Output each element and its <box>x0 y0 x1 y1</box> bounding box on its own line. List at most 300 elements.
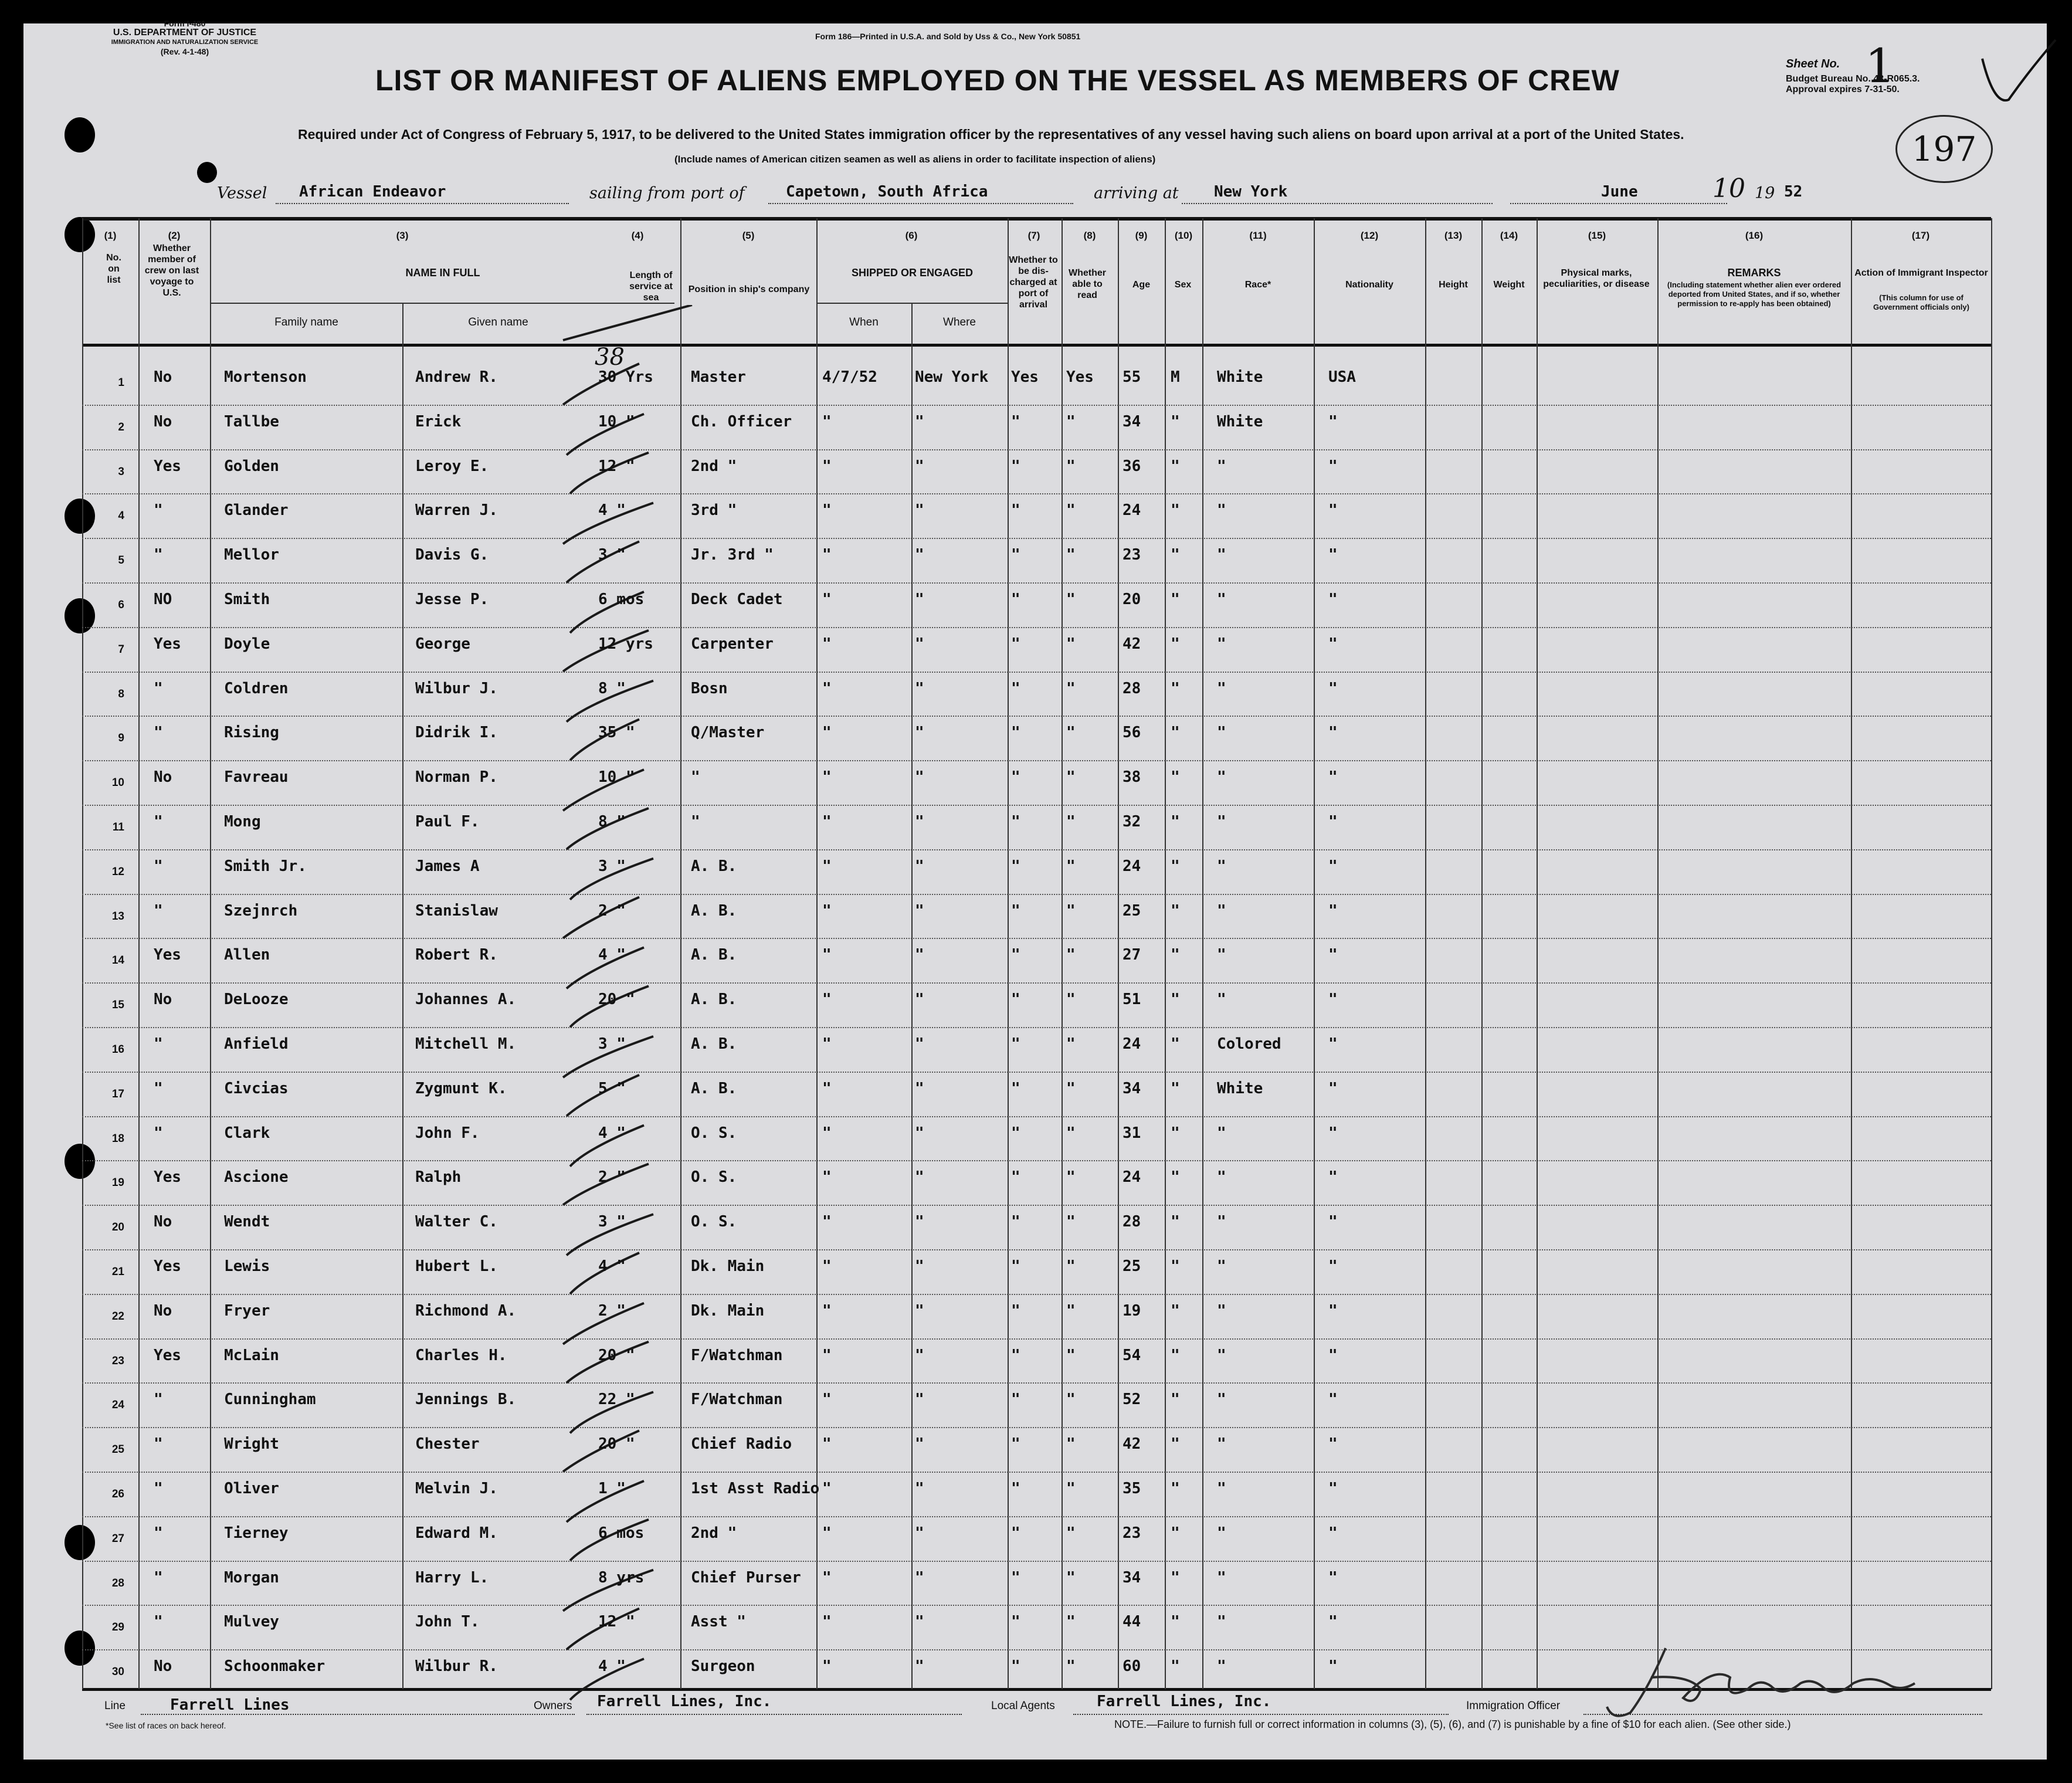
discharged-cell: " <box>1011 901 1020 920</box>
row-number: 11 <box>112 821 124 833</box>
nationality-cell: " <box>1328 813 1338 831</box>
sex-cell: " <box>1171 1480 1180 1497</box>
race-cell: " <box>1217 1480 1226 1497</box>
age-cell: 28 <box>1123 1213 1141 1231</box>
shipped-when-cell: " <box>822 946 832 964</box>
prev-voyage-cell: Yes <box>154 457 181 475</box>
shipped-when-cell: " <box>822 813 832 831</box>
length-service-cell: 2 " <box>598 1168 626 1187</box>
shipped-where-cell: " <box>915 501 924 520</box>
nationality-cell: " <box>1328 1568 1338 1587</box>
sex-cell: " <box>1171 1568 1180 1587</box>
shipped-where-cell: " <box>915 1035 924 1053</box>
age-cell: 24 <box>1123 1168 1141 1187</box>
family-name-cell: Wright <box>224 1435 279 1453</box>
age-cell: 24 <box>1123 1035 1141 1053</box>
given-name-cell: Johannes A. <box>415 991 517 1009</box>
nationality-cell: " <box>1328 591 1338 608</box>
race-cell: Colored <box>1217 1035 1281 1053</box>
race-cell: White <box>1217 368 1263 386</box>
prev-voyage-cell: Yes <box>154 635 181 653</box>
prev-voyage-cell: No <box>154 768 172 787</box>
discharged-cell: " <box>1011 768 1020 787</box>
nationality-cell: " <box>1328 724 1338 742</box>
length-service-cell: 35 " <box>598 724 635 742</box>
header-family-name: Family name <box>274 316 338 328</box>
shipped-where-cell: " <box>915 679 924 697</box>
position-cell: Jr. 3rd " <box>691 546 774 564</box>
row-rule <box>82 672 1991 673</box>
row-rule <box>82 1427 1991 1428</box>
nationality-cell: " <box>1328 1079 1338 1097</box>
length-service-cell: 12 " <box>598 1613 635 1631</box>
race-cell: " <box>1217 1168 1226 1187</box>
column-rule <box>138 218 140 1689</box>
agents-underline <box>1073 1714 1449 1715</box>
length-service-cell: 3 " <box>598 1213 626 1231</box>
discharged-cell: " <box>1011 546 1020 564</box>
row-number: 13 <box>111 910 124 923</box>
sex-cell: " <box>1171 901 1180 920</box>
able-to-read-cell: " <box>1066 635 1076 653</box>
family-name-cell: Schoonmaker <box>224 1657 325 1676</box>
sex-cell: " <box>1171 457 1180 475</box>
row-rule <box>82 1027 1991 1028</box>
nationality-cell: " <box>1328 1257 1338 1275</box>
length-service-cell: 1 " <box>598 1480 626 1497</box>
name-subheader-rule <box>211 303 674 304</box>
column-rule <box>1062 218 1063 1689</box>
row-number: 7 <box>118 643 124 656</box>
shipped-where-cell: " <box>915 1435 924 1453</box>
discharged-cell: " <box>1011 1257 1020 1275</box>
nationality-cell: USA <box>1328 368 1356 386</box>
shipped-where-cell: " <box>915 901 924 920</box>
position-cell: Ch. Officer <box>691 412 792 431</box>
shipped-when-cell: " <box>822 1480 832 1497</box>
shipped-where-cell: New York <box>915 368 989 386</box>
owners-label: Owners <box>534 1700 572 1712</box>
length-service-cell: 4 " <box>598 1124 626 1142</box>
discharged-cell: " <box>1011 1524 1020 1542</box>
position-cell: F/Watchman <box>691 1346 783 1364</box>
sex-cell: " <box>1171 1168 1180 1187</box>
column-number: (13) <box>1444 230 1463 241</box>
row-rule <box>82 716 1991 717</box>
row-rule <box>82 405 1991 406</box>
prev-voyage-cell: " <box>154 813 163 831</box>
row-number: 28 <box>111 1577 124 1589</box>
shipped-when-cell: " <box>822 1301 832 1320</box>
nationality-cell: " <box>1328 1480 1338 1497</box>
race-cell: White <box>1217 412 1263 431</box>
able-to-read-cell: " <box>1066 1124 1076 1142</box>
shipped-when-cell: " <box>822 1079 832 1097</box>
race-cell: " <box>1217 546 1226 564</box>
position-cell: O. S. <box>691 1213 737 1231</box>
able-to-read-cell: " <box>1066 768 1076 787</box>
given-name-cell: Wilbur R. <box>415 1657 498 1676</box>
given-name-cell: Norman P. <box>415 768 498 787</box>
given-name-cell: George <box>415 635 470 653</box>
prev-voyage-cell: Yes <box>154 1346 181 1364</box>
column-number: (1) <box>104 230 117 241</box>
row-rule <box>82 982 1991 984</box>
nationality-cell: " <box>1328 679 1338 697</box>
given-name-cell: Robert R. <box>415 946 498 964</box>
length-service-cell: 10 " <box>598 768 635 787</box>
row-rule <box>82 849 1991 850</box>
sex-cell: " <box>1171 1124 1180 1142</box>
column-number: (4) <box>631 230 644 241</box>
row-number: 4 <box>118 510 124 523</box>
age-cell: 56 <box>1123 724 1141 742</box>
position-cell: Chief Purser <box>691 1568 801 1587</box>
prev-voyage-cell: Yes <box>154 946 181 964</box>
page-title: LIST OR MANIFEST OF ALIENS EMPLOYED ON THE VESSEL AS MEMBERS OF CREW <box>375 64 1620 97</box>
vessel-label: Vessel <box>217 184 267 202</box>
position-cell: Master <box>691 368 746 386</box>
shipped-where-cell: " <box>915 635 924 653</box>
discharged-cell: " <box>1011 591 1020 608</box>
position-cell: Asst " <box>691 1613 746 1631</box>
age-cell: 52 <box>1123 1391 1141 1409</box>
sex-cell: " <box>1171 1657 1180 1676</box>
family-name-cell: Civcias <box>224 1079 289 1097</box>
sex-cell: " <box>1171 591 1180 608</box>
discharged-cell: " <box>1011 857 1020 875</box>
able-to-read-cell: " <box>1066 679 1076 697</box>
shipped-when-cell: " <box>822 857 832 875</box>
row-rule <box>82 1294 1991 1295</box>
header-action-note: (This column for use of Government officials only) <box>1873 293 1969 311</box>
row-rule <box>82 1382 1991 1384</box>
shipped-when-cell: " <box>822 768 832 787</box>
prev-voyage-cell: No <box>154 412 172 431</box>
shipped-where-cell: " <box>915 813 924 831</box>
sex-cell: " <box>1171 412 1180 431</box>
given-name-cell: Davis G. <box>415 546 489 564</box>
able-to-read-cell: " <box>1066 1480 1076 1497</box>
owners-value: Farrell Lines, Inc. <box>597 1693 772 1710</box>
shipped-when-cell: 4/7/52 <box>822 368 877 386</box>
shipped-when-cell: " <box>822 1524 832 1542</box>
nationality-cell: " <box>1328 768 1338 787</box>
age-cell: 34 <box>1123 412 1141 431</box>
able-to-read-cell: " <box>1066 1213 1076 1231</box>
nationality-cell: " <box>1328 1657 1338 1676</box>
arriving-label: arriving at <box>1094 184 1179 202</box>
position-cell: Chief Radio <box>691 1435 792 1453</box>
shipped-where-cell: " <box>915 1079 924 1097</box>
race-cell: " <box>1217 946 1226 964</box>
prev-voyage-cell: No <box>154 1301 172 1320</box>
discharged-cell: " <box>1011 1391 1020 1409</box>
column-rule <box>1165 218 1166 1689</box>
row-rule <box>82 1249 1991 1250</box>
column-number: (15) <box>1588 230 1606 241</box>
shipped-where-cell: " <box>915 1301 924 1320</box>
shipped-where-cell: " <box>915 1524 924 1542</box>
position-cell: A. B. <box>691 1035 737 1053</box>
sex-cell: M <box>1171 368 1180 386</box>
row-number: 9 <box>118 732 124 745</box>
length-service-cell: 22 " <box>598 1391 635 1409</box>
binder-hole <box>65 217 95 252</box>
shipped-when-cell: " <box>822 1257 832 1275</box>
length-service-cell: 4 " <box>598 501 626 520</box>
discharged-cell: " <box>1011 1168 1020 1187</box>
race-cell: " <box>1217 991 1226 1009</box>
race-cell: " <box>1217 768 1226 787</box>
family-name-cell: Tallbe <box>224 412 279 431</box>
row-rule <box>82 1072 1991 1073</box>
discharged-cell: Yes <box>1011 368 1039 386</box>
tally-stroke <box>563 305 692 340</box>
nationality-cell: " <box>1328 1213 1338 1231</box>
sex-cell: " <box>1171 813 1180 831</box>
race-cell: " <box>1217 591 1226 608</box>
nationality-cell: " <box>1328 1524 1338 1542</box>
line-value: Farrell Lines <box>170 1696 290 1714</box>
include-note: (Include names of American citizen seamen as well as aliens in order to facilitate inspection of aliens) <box>674 154 1156 165</box>
nationality-cell: " <box>1328 991 1338 1009</box>
nationality-cell: " <box>1328 1613 1338 1631</box>
age-cell: 38 <box>1123 768 1141 787</box>
column-number: (3) <box>396 230 409 241</box>
column-rule <box>82 218 83 1689</box>
row-rule <box>82 1205 1991 1206</box>
race-cell: " <box>1217 1391 1226 1409</box>
length-service-cell: 12 " <box>598 457 635 475</box>
discharged-cell: " <box>1011 679 1020 697</box>
given-name-cell: Leroy E. <box>415 457 489 475</box>
length-service-cell: 4 " <box>598 1657 626 1676</box>
printer-note: Form 186—Printed in U.S.A. and Sold by Uss & Co., New York 50851 <box>815 32 1081 41</box>
shipped-when-cell: " <box>822 1391 832 1409</box>
shipped-when-cell: " <box>822 1568 832 1587</box>
prev-voyage-cell: " <box>154 1035 163 1053</box>
discharged-cell: " <box>1011 1035 1020 1053</box>
shipped-where-cell: " <box>915 857 924 875</box>
approval-expiry: Approval expires 7-31-50. <box>1786 84 1900 94</box>
family-name-cell: Clark <box>224 1124 270 1142</box>
given-name-cell: Stanislaw <box>415 901 498 920</box>
family-name-cell: Wendt <box>224 1213 270 1231</box>
header-nationality: Nationality <box>1345 280 1393 290</box>
row-number: 25 <box>111 1443 124 1456</box>
age-cell: 51 <box>1123 991 1141 1009</box>
prev-voyage-cell: " <box>154 546 163 564</box>
race-cell: " <box>1217 501 1226 520</box>
race-cell: " <box>1217 457 1226 475</box>
column-rule <box>1481 218 1483 1689</box>
able-to-read-cell: " <box>1066 901 1076 920</box>
race-cell: " <box>1217 1524 1226 1542</box>
able-to-read-cell: Yes <box>1066 368 1094 386</box>
sex-cell: " <box>1171 1346 1180 1364</box>
agents-value: Farrell Lines, Inc. <box>1097 1693 1271 1710</box>
age-cell: 34 <box>1123 1568 1141 1587</box>
length-service-cell: 10 " <box>598 412 635 431</box>
header-name-in-full: NAME IN FULL <box>405 267 480 279</box>
column-number: (8) <box>1083 230 1096 241</box>
prev-voyage-cell: " <box>154 1480 163 1497</box>
race-cell: " <box>1217 1657 1226 1676</box>
row-rule <box>82 538 1991 539</box>
position-cell: 2nd " <box>691 1524 737 1542</box>
shipped-when-cell: " <box>822 991 832 1009</box>
length-service-cell: 4 " <box>598 946 626 964</box>
sex-cell: " <box>1171 946 1180 964</box>
nationality-cell: " <box>1328 946 1338 964</box>
family-name-cell: Anfield <box>224 1035 289 1053</box>
binder-hole <box>197 162 217 183</box>
vessel-name: African Endeavor <box>299 183 446 201</box>
row-number: 27 <box>111 1532 124 1545</box>
able-to-read-cell: " <box>1066 946 1076 964</box>
row-number: 12 <box>111 865 124 878</box>
shipped-when-cell: " <box>822 724 832 742</box>
row-number: 6 <box>118 599 124 611</box>
family-name-cell: Oliver <box>224 1480 279 1497</box>
able-to-read-cell: " <box>1066 813 1076 831</box>
able-to-read-cell: " <box>1066 991 1076 1009</box>
column-rule <box>1118 218 1119 1689</box>
column-number: (5) <box>742 230 755 241</box>
age-cell: 31 <box>1123 1124 1141 1142</box>
row-rule <box>82 894 1991 895</box>
nationality-cell: " <box>1328 1035 1338 1053</box>
column-number: (6) <box>905 230 918 241</box>
given-name-cell: Wilbur J. <box>415 679 498 697</box>
penalty-note: NOTE.—Failure to furnish full or correct information in columns (3), (5), (6), and (7) is punishable by a fine of $10 for each alien. (See other side.) <box>1114 1718 1791 1730</box>
sex-cell: " <box>1171 679 1180 697</box>
header-where: Where <box>943 316 976 328</box>
nationality-cell: " <box>1328 1124 1338 1142</box>
age-cell: 23 <box>1123 546 1141 564</box>
age-cell: 24 <box>1123 501 1141 520</box>
age-cell: 20 <box>1123 591 1141 608</box>
row-number: 22 <box>111 1310 124 1323</box>
binder-hole <box>65 1525 95 1560</box>
shipped-when-cell: " <box>822 546 832 564</box>
discharged-cell: " <box>1011 457 1020 475</box>
age-cell: 44 <box>1123 1613 1141 1631</box>
row-rule <box>82 493 1991 494</box>
able-to-read-cell: " <box>1066 591 1076 608</box>
prev-voyage-cell: " <box>154 679 163 697</box>
prev-voyage-cell: No <box>154 991 172 1009</box>
row-rule <box>82 449 1991 450</box>
position-cell: Dk. Main <box>691 1301 765 1320</box>
age-cell: 25 <box>1123 901 1141 920</box>
shipped-where-cell: " <box>915 1480 924 1497</box>
given-name-cell: Jesse P. <box>415 591 489 608</box>
able-to-read-cell: " <box>1066 1035 1076 1053</box>
column-number: (17) <box>1911 230 1930 241</box>
column-rule <box>1425 218 1426 1689</box>
family-name-cell: Ascione <box>224 1168 289 1187</box>
table-top-border <box>82 217 1991 221</box>
age-cell: 25 <box>1123 1257 1141 1275</box>
prev-voyage-cell: No <box>154 368 172 386</box>
prev-voyage-cell: " <box>154 901 163 920</box>
vessel-underline <box>276 203 569 204</box>
family-name-cell: Glander <box>224 501 289 520</box>
sex-cell: " <box>1171 1213 1180 1231</box>
row-number: 30 <box>111 1666 124 1679</box>
line-label: Line <box>104 1700 126 1712</box>
family-name-cell: Mong <box>224 813 261 831</box>
position-cell: 2nd " <box>691 457 737 475</box>
race-cell: " <box>1217 901 1226 920</box>
shipped-when-cell: " <box>822 412 832 431</box>
header-bottom-border <box>82 344 1991 347</box>
given-name-cell: Ralph <box>415 1168 462 1187</box>
shipped-when-cell: " <box>822 635 832 653</box>
header-position: Position in ship's company <box>688 284 810 294</box>
family-name-cell: Coldren <box>224 679 289 697</box>
age-cell: 54 <box>1123 1346 1141 1364</box>
shipped-when-cell: " <box>822 1435 832 1453</box>
shipped-where-cell: " <box>915 1257 924 1275</box>
given-name-cell: Charles H. <box>415 1346 507 1364</box>
prev-voyage-cell: " <box>154 1124 163 1142</box>
position-cell: A. B. <box>691 1079 737 1097</box>
nationality-cell: " <box>1328 1435 1338 1453</box>
given-name-cell: Hubert L. <box>415 1257 498 1275</box>
able-to-read-cell: " <box>1066 1257 1076 1275</box>
binder-hole <box>65 1631 95 1666</box>
nationality-cell: " <box>1328 546 1338 564</box>
sex-cell: " <box>1171 635 1180 653</box>
position-cell: 3rd " <box>691 501 737 520</box>
shipped-where-cell: " <box>915 1213 924 1231</box>
nationality-cell: " <box>1328 857 1338 875</box>
given-name-cell: Didrik I. <box>415 724 498 742</box>
age-cell: 42 <box>1123 635 1141 653</box>
discharged-cell: " <box>1011 635 1020 653</box>
length-service-cell: 20 " <box>598 1435 635 1453</box>
race-cell: " <box>1217 1213 1226 1231</box>
row-number: 29 <box>111 1621 124 1634</box>
able-to-read-cell: " <box>1066 1613 1076 1631</box>
family-name-cell: McLain <box>224 1346 279 1364</box>
header-discharged: Whether to be dis-charged at port of arrival <box>1009 255 1058 310</box>
length-service-cell: 20 " <box>598 1346 635 1364</box>
discharged-cell: " <box>1011 991 1020 1009</box>
family-name-cell: Doyle <box>224 635 270 653</box>
row-number: 3 <box>118 465 124 478</box>
able-to-read-cell: " <box>1066 1435 1076 1453</box>
header-shipped: SHIPPED OR ENGAGED <box>851 267 974 279</box>
given-name-cell: Harry L. <box>415 1568 489 1587</box>
arrival-day: 10 <box>1712 174 1745 204</box>
discharged-cell: " <box>1011 1301 1020 1320</box>
arrival-underline <box>1182 203 1493 204</box>
length-service-cell: 6 mos <box>598 1524 645 1542</box>
length-service-cell: 6 mos <box>598 591 645 608</box>
family-name-cell: Cunningham <box>224 1391 316 1409</box>
row-number: 16 <box>111 1043 124 1056</box>
prev-voyage-cell: " <box>154 1079 163 1097</box>
length-service-cell: 4 " <box>598 1257 626 1275</box>
discharged-cell: " <box>1011 1213 1020 1231</box>
shipped-when-cell: " <box>822 1657 832 1676</box>
column-rule <box>816 218 818 1689</box>
requirement-text: Required under Act of Congress of February 5, 1917, to be delivered to the United States immigration officer by the representatives of any vessel having such aliens on board upon arrival at a port of the United States. <box>298 127 1684 142</box>
